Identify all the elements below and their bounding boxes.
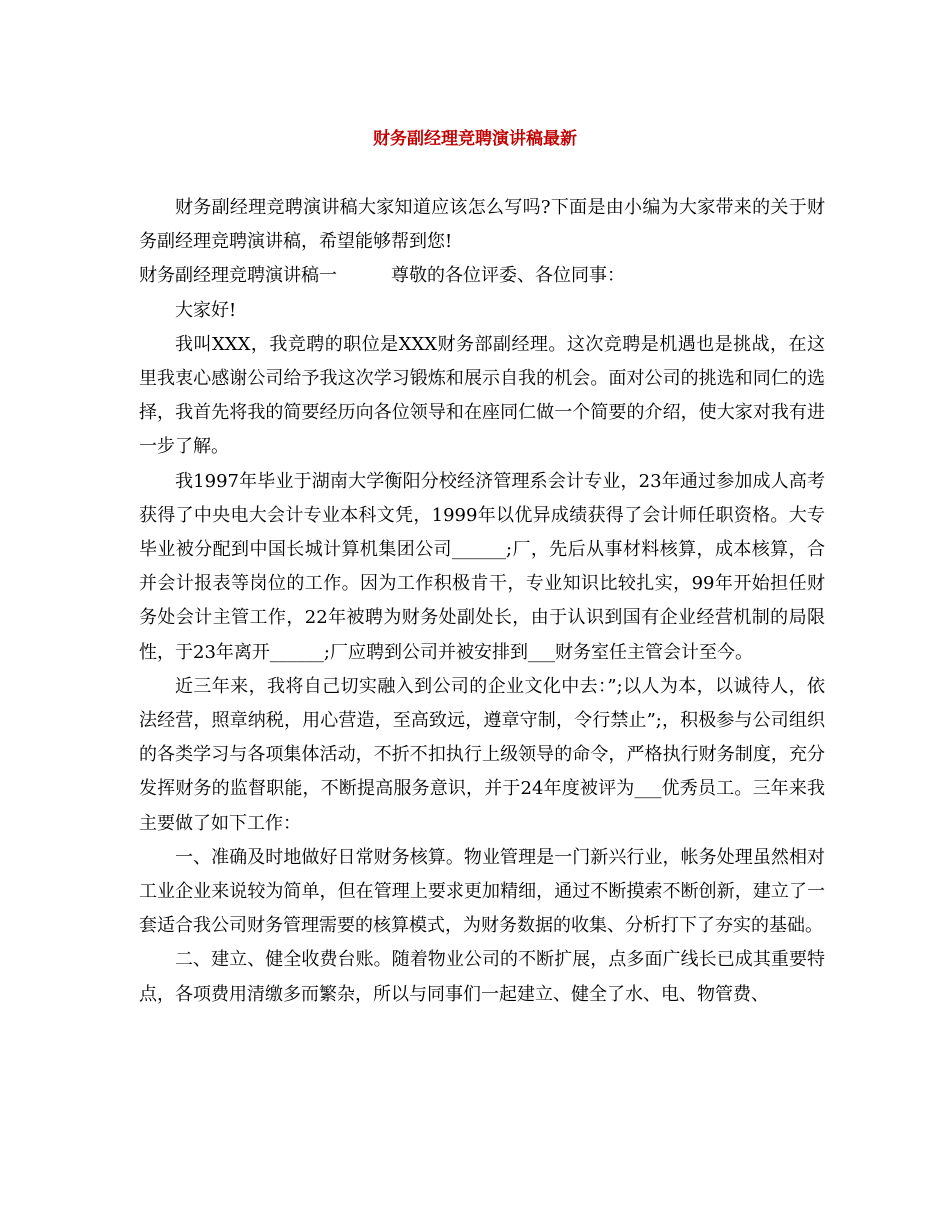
body-paragraph: 我叫XXX，我竞聘的职位是XXX财务部副经理。这次竞聘是机遇也是挑战，在这里我衷心感谢公司给予我这次学习锻炼和展示自我的机会。面对公司的挑选和同仁的选择，我首先将我的简要经历向各位领导和在座同仁做一个简要的介绍，使大家对我有进一步了解。 xyxy=(139,333,825,458)
section-heading-line xyxy=(139,259,825,293)
document-body xyxy=(139,191,825,1012)
body-paragraph: 我1997年毕业于湖南大学衡阳分校经济管理系会计专业，23年通过参加成人高考获得了中央电大会计专业本科文凭，1999年以优异成绩获得了会计师任职资格。大专毕业被分配到中国长城计算机集团公司______;厂，先后从事材料核算，成本核算，合并会计报表等岗位的工作。因为工作积极肯干，专业知识比较扎实，99年开始担任财务处会计主管工作，22年被聘为财务处副处长，由于认识到国有企业经营机制的局限性，于23年离开______;厂应聘到公司并被安排到___财务室任主管会计至今。 xyxy=(139,470,825,663)
section-label: 财务副经理竞聘演讲稿一 xyxy=(139,265,337,287)
body-paragraph: 近三年来，我将自己切实融入到公司的企业文化中去：”;以人为本，以诚待人，依法经营，照章纳税，用心营造，至高致远，遵章守制，令行禁止”;，积极参与公司组织的各类学习与各项集体活动，不折不扣执行上级领导的命令，严格执行财务制度，充分发挥财务的监督职能，不断提高服务意识，并于24年度被评为___优秀员工。三年来我主要做了如下工作： xyxy=(139,675,825,834)
body-paragraph: 一、准确及时地做好日常财务核算。物业管理是一门新兴行业，帐务处理虽然相对工业企业来说较为简单，但在管理上要求更加精细，通过不断摸索不断创新，建立了一套适合我公司财务管理需要的核算模式，为财务数据的收集、分析打下了夯实的基础。 xyxy=(139,846,825,937)
document-title: 财务副经理竞聘演讲稿最新 xyxy=(373,129,577,149)
greeting: 大家好! xyxy=(175,299,237,321)
salutation: 尊敬的各位评委、各位同事： xyxy=(391,265,625,287)
intro-paragraph: 财务副经理竞聘演讲稿大家知道应该怎么写吗?下面是由小编为大家带来的关于财务副经理竞聘演讲稿，希望能够帮到您! xyxy=(139,197,825,253)
body-paragraph: 二、建立、健全收费台账。随着物业公司的不断扩展，点多面广线长已成其重要特点，各项费用清缴多而繁杂，所以与同事们一起建立、健全了水、电、物管费、 xyxy=(139,949,825,1005)
